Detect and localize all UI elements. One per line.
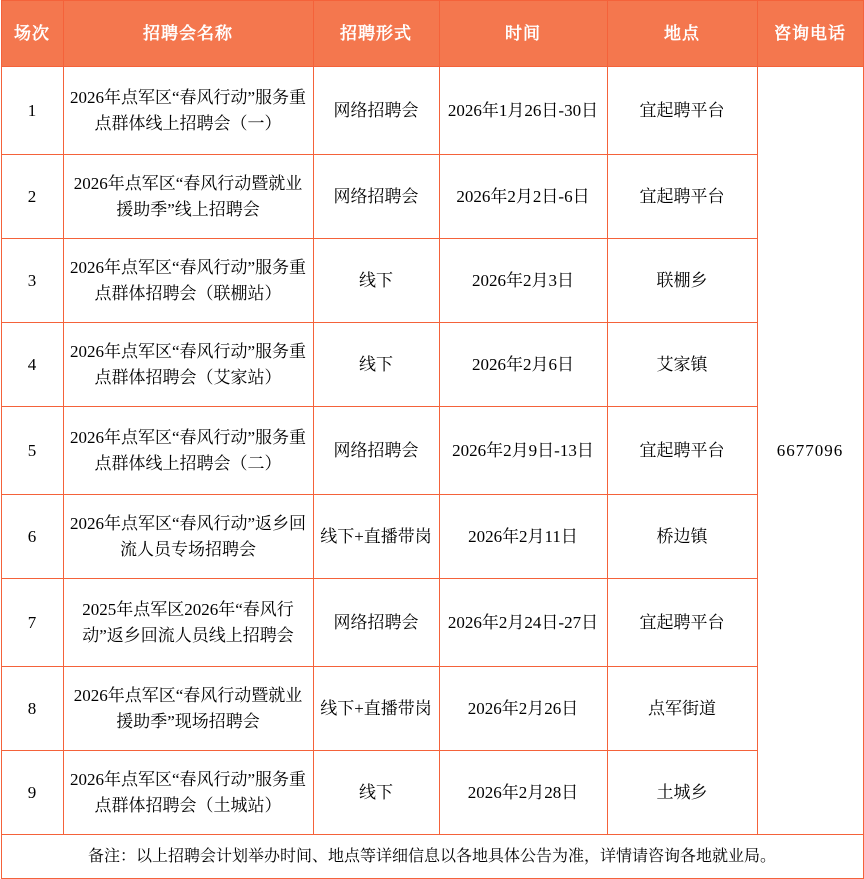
cell-fair-format: 网络招聘会 — [313, 579, 439, 667]
cell-fair-format: 线下+直播带岗 — [313, 495, 439, 579]
cell-fair-name: 2026年点军区“春风行动暨就业援助季”现场招聘会 — [63, 667, 313, 751]
cell-fair-name: 2026年点军区“春风行动”服务重点群体招聘会（土城站） — [63, 751, 313, 835]
cell-session: 4 — [1, 323, 63, 407]
table-row — [1, 495, 863, 579]
cell-fair-format: 网络招聘会 — [313, 155, 439, 239]
cell-session: 9 — [1, 751, 63, 835]
cell-fair-name: 2026年点军区“春风行动”服务重点群体线上招聘会（二） — [63, 407, 313, 495]
cell-location: 桥边镇 — [607, 495, 757, 579]
table-footer — [1, 835, 863, 879]
cell-session: 3 — [1, 239, 63, 323]
footnote-text: 备注：以上招聘会计划举办时间、地点等详细信息以各地具体公告为准，详情请咨询各地就业局。 — [1, 835, 863, 879]
cell-session: 7 — [1, 579, 63, 667]
cell-fair-format: 网络招聘会 — [313, 67, 439, 155]
cell-time: 2026年1月26日-30日 — [439, 67, 607, 155]
table-row — [1, 323, 863, 407]
cell-location: 宜起聘平台 — [607, 155, 757, 239]
table-row — [1, 67, 863, 155]
cell-location: 土城乡 — [607, 751, 757, 835]
cell-fair-format: 线下+直播带岗 — [313, 667, 439, 751]
cell-session: 1 — [1, 67, 63, 155]
cell-location: 宜起聘平台 — [607, 67, 757, 155]
cell-fair-name: 2026年点军区“春风行动”服务重点群体招聘会（艾家站） — [63, 323, 313, 407]
cell-session: 8 — [1, 667, 63, 751]
cell-fair-name: 2025年点军区2026年“春风行动”返乡回流人员线上招聘会 — [63, 579, 313, 667]
recruitment-schedule-table — [1, 0, 864, 879]
cell-fair-name: 2026年点军区“春风行动”返乡回流人员专场招聘会 — [63, 495, 313, 579]
table-row — [1, 751, 863, 835]
table-row — [1, 579, 863, 667]
cell-phone: 6677096 — [757, 67, 863, 835]
column-header-phone: 咨询电话 — [757, 1, 863, 67]
cell-session: 6 — [1, 495, 63, 579]
cell-location: 宜起聘平台 — [607, 579, 757, 667]
column-header-time: 时间 — [439, 1, 607, 67]
cell-location: 联棚乡 — [607, 239, 757, 323]
cell-time: 2026年2月24日-27日 — [439, 579, 607, 667]
table-row — [1, 667, 863, 751]
footer-row — [1, 835, 863, 879]
table-header — [1, 1, 863, 67]
column-header-fair-format: 招聘形式 — [313, 1, 439, 67]
header-row — [1, 1, 863, 67]
table-row — [1, 155, 863, 239]
cell-fair-format: 网络招聘会 — [313, 407, 439, 495]
cell-fair-format: 线下 — [313, 239, 439, 323]
cell-fair-name: 2026年点军区“春风行动暨就业援助季”线上招聘会 — [63, 155, 313, 239]
cell-fair-name: 2026年点军区“春风行动”服务重点群体线上招聘会（一） — [63, 67, 313, 155]
cell-fair-name: 2026年点军区“春风行动”服务重点群体招聘会（联棚站） — [63, 239, 313, 323]
table-body — [1, 67, 863, 835]
cell-time: 2026年2月3日 — [439, 239, 607, 323]
cell-time: 2026年2月2日-6日 — [439, 155, 607, 239]
cell-fair-format: 线下 — [313, 323, 439, 407]
table-row — [1, 407, 863, 495]
cell-time: 2026年2月28日 — [439, 751, 607, 835]
cell-location: 点军街道 — [607, 667, 757, 751]
cell-time: 2026年2月6日 — [439, 323, 607, 407]
cell-time: 2026年2月11日 — [439, 495, 607, 579]
cell-time: 2026年2月26日 — [439, 667, 607, 751]
cell-session: 2 — [1, 155, 63, 239]
column-header-session: 场次 — [1, 1, 63, 67]
cell-location: 宜起聘平台 — [607, 407, 757, 495]
cell-session: 5 — [1, 407, 63, 495]
column-header-fair-name: 招聘会名称 — [63, 1, 313, 67]
column-header-location: 地点 — [607, 1, 757, 67]
table-row — [1, 239, 863, 323]
cell-fair-format: 线下 — [313, 751, 439, 835]
cell-location: 艾家镇 — [607, 323, 757, 407]
cell-time: 2026年2月9日-13日 — [439, 407, 607, 495]
